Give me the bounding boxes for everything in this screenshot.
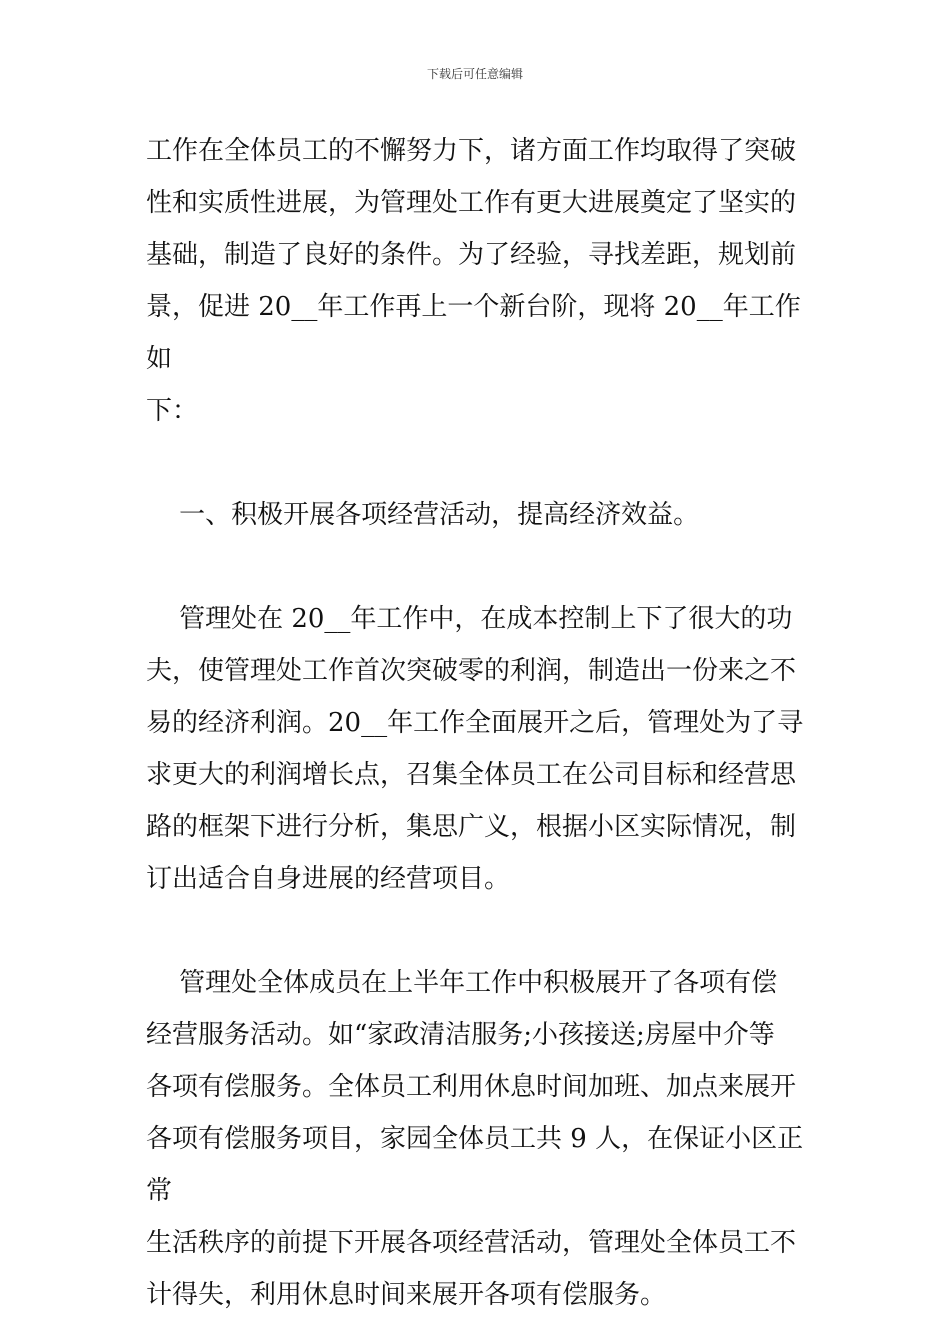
paragraph-paid-services: 管理处全体成员在上半年工作中积极展开了各项有偿 经营服务活动。如“家政清洁服务;小孩接送;房屋中介等 各项有偿服务。全体员工利用休息时间加班、加点来展开 各项有偿服务项目，家园全体员工共 9 人，在保证小区正常 生活秩序的前提下开展各项经营活动，管理处全体员工不 计得失，利用休息时间来展开各项有偿服务。 <box>146 968 804 1310</box>
document-body <box>146 125 808 1321</box>
paragraph-intro: 工作在全体员工的不懈努力下，诸方面工作均取得了突破 性和实质性进展，为管理处工作有更大进展奠定了坚实的 基础，制造了良好的条件。为了经验，寻找差距，规划前 景，促进 20__年工作再上一个新台阶，现将 20__年工作如 下： <box>146 136 801 426</box>
page-header-note: 下载后可任意编辑 <box>426 67 523 81</box>
paragraph-gap <box>146 437 808 489</box>
paragraph-gap <box>146 905 808 957</box>
section-heading-1: 一、积极开展各项经营活动，提高经济效益。 <box>146 500 700 530</box>
paragraph-cost-control: 管理处在 20__年工作中，在成本控制上下了很大的功 夫，使管理处工作首次突破零的利润，制造出一份来之不 易的经济利润。20__年工作全面展开之后，管理处为了寻 求更大的利润增长点，召集全体员工在公司目标和经营思 路的框架下进行分析，集思广义，根据小区实际情况，制 订出适合自身进展的经营项目。 <box>146 604 804 894</box>
paragraph-gap <box>146 541 808 593</box>
